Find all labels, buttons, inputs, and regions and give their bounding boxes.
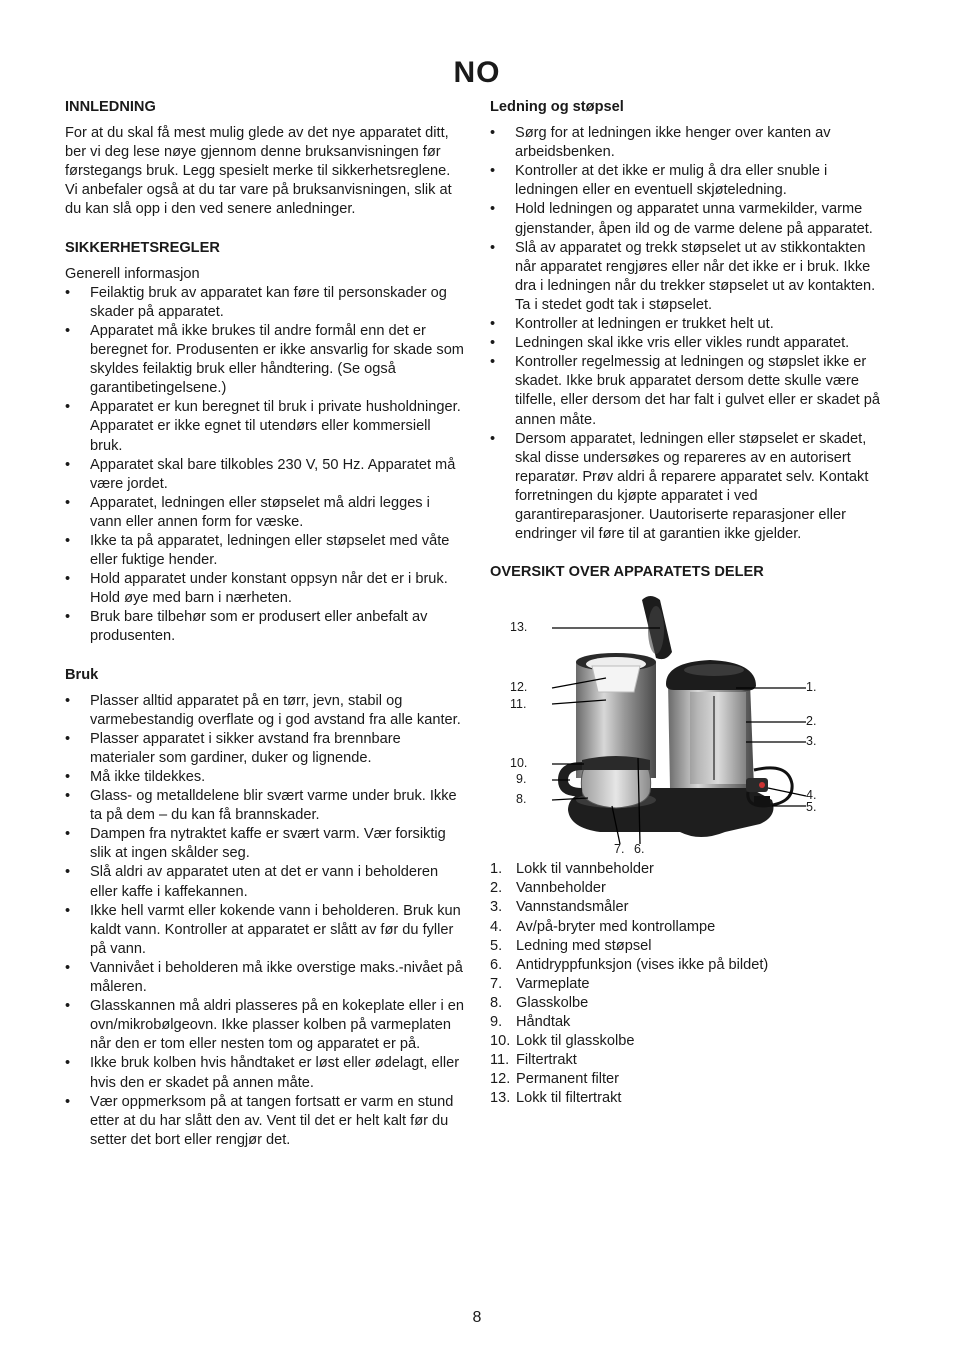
list-item: • Kontroller at det ikke er mulig å dra eller snuble i ledningen eller en eventuell skjøteledning. [490,162,888,200]
list-item: • Sørg for at ledningen ikke henger over kanten av arbeidsbenken. [490,124,888,162]
list-item: • Vannivået i beholderen må ikke overstige maks.-nivået på måleren. [65,959,465,997]
list-item: • Vær oppmerksom på at tangen fortsatt er varm en stund etter at du har slått den av. Vent til det er helt kalt før du setter det bort eller rengjør det. [65,1093,465,1150]
callout-label: 12. [510,680,528,695]
intro-section [65,98,465,220]
safety-list [65,284,465,647]
right-column [490,98,888,1108]
list-item: • Slå av apparatet og trekk støpselet ut av stikkontakten når apparatet rengjøres eller når det ikke er i bruk. Ikke dra i ledningen når du trekker støpselet ut av kontakten. Ta i stedet godt tak i støpselet. [490,239,888,315]
page-language-heading: NO [453,56,501,89]
parts-list-item: 12. Permanent filter [490,1071,620,1088]
callout-label: 7. [614,842,625,857]
safety-section [65,239,465,647]
parts-list-item: 10. Lokk til glasskolbe [490,1033,635,1050]
list-item: • Feilaktig bruk av apparatet kan føre til personskader og skader på apparatet. [65,284,465,322]
parts-list-item: 13. Lokk til filtertrakt [490,1090,622,1107]
list-item: • Hold ledningen og apparatet unna varmekilder, varme gjenstander, åpen ild og de varme delene på apparatet. [490,200,888,238]
list-item: • Hold apparatet under konstant oppsyn når det er i bruk. Hold øye med barn i nærheten. [65,570,465,608]
parts-list-item: 3. Vannstandsmåler [490,899,629,916]
cord-heading: Ledning og støpsel [490,99,624,115]
overview-heading: OVERSIKT OVER APPARATETS DELER [490,564,764,581]
list-item: • Apparatet skal bare tilkobles 230 V, 50 Hz. Apparatet må være jordet. [65,456,465,494]
coffee-maker-illustration [510,592,820,857]
list-item: • Kontroller regelmessig at ledningen og støpslet ikke er skadet. Ikke bruk apparatet dersom dette skulle være tilfelle, eller dersom det har falt i gulvet eller er skadet på annen måte. [490,353,888,429]
safety-heading: SIKKERHETSREGLER [65,239,220,256]
coffee-maker-diagram [510,592,820,857]
parts-list-item: 9. Håndtak [490,1014,571,1030]
list-item: • Plasser alltid apparatet på en tørr, jevn, stabil og varmebestandig overflate og i god avstand fra alle kanter. [65,692,465,730]
callout-label: 3. [806,734,817,749]
parts-list-item: 7. Varmeplate [490,975,590,992]
list-item: • Glasskannen må aldri plasseres på en kokeplate eller i en ovn/mikrobølgeovn. Ikke plasser kolben på varmeplaten når den er tom eller nesten tom og apparatet er på. [65,997,465,1054]
list-item: • Apparatet er kun beregnet til bruk i private husholdninger. Apparatet er ikke egnet til utendørs eller kommersiell bruk. [65,398,465,455]
use-heading: Bruk [65,666,99,683]
page-number: 8 [472,1309,482,1326]
callout-label: 8. [516,792,527,807]
use-section [65,666,465,1150]
callout-label: 10. [510,756,528,771]
parts-list-item: 4. Av/på-bryter med kontrollampe [490,918,716,935]
parts-list-item: 2. Vannbeholder [490,880,606,897]
list-item: • Bruk bare tilbehør som er produsert eller anbefalt av produsenten. [65,608,465,646]
list-item: • Dersom apparatet, ledningen eller støpselet er skadet, skal disse undersøkes og repareres av en autorisert reparatør. Prøv aldri å reparere apparatet selv. Kontakt forretningen du kjøpte apparatet i ved garantireparasjoner. Uautoriserte reparasjoner eller endringer vil føre til at garantien ikke gjelder. [490,430,888,545]
parts-list [490,860,888,1108]
overview-section [490,563,888,1108]
list-item: • Ikke hell varmt eller kokende vann i beholderen. Bruk kun kaldt vann. Kontroller at apparatet er slått av før du fyller på vann. [65,902,465,959]
list-item: • Ledningen skal ikke vris eller vikles rundt apparatet. [490,334,888,353]
cord-section [490,98,888,544]
list-item: • Må ikke tildekkes. [65,768,465,787]
intro-text: For at du skal få mest mulig glede av det nye apparatet ditt, ber vi deg lese nøye gjennom denne bruksanvisningen før førstegangs bruk. Legg spesielt merke til sikkerhetsreglene. Vi anbefaler også at du tar vare på bruksanvisningen, slik at du kan slå opp i den ved senere anledninger. [65,125,452,218]
cord-list [490,124,888,544]
list-item: • Glass- og metalldelene blir svært varme under bruk. Ikke ta på dem – du kan få brannskader. [65,787,465,825]
intro-heading: INNLEDNING [65,99,156,115]
callout-label: 4. [806,788,817,803]
callout-label: 5. [806,800,817,815]
list-item: • Apparatet må ikke brukes til andre formål enn det er beregnet for. Produsenten er ikke ansvarlig for skade som skyldes feilaktig bruk eller håndtering. (Se også garantibetingelsene.) [65,322,465,398]
callout-label: 11. [510,697,527,712]
parts-list-item: 11. Filtertrakt [490,1052,577,1069]
use-list [65,692,465,1150]
callout-label: 6. [634,842,645,857]
parts-list-item: 8. Glasskolbe [490,994,589,1011]
list-item: • Dampen fra nytraktet kaffe er svært varm. Vær forsiktig slik at ingen skålder seg. [65,825,465,863]
list-item: • Ikke bruk kolben hvis håndtaket er løst eller ødelagt, eller hvis den er skadet på annen måte. [65,1054,465,1092]
list-item: • Plasser apparatet i sikker avstand fra brennbare materialer som gardiner, duker og lignende. [65,730,465,768]
parts-list-item: 1. Lokk til vannbeholder [490,861,654,878]
parts-list-item: 5. Ledning med støpsel [490,937,652,954]
list-item: • Apparatet, ledningen eller støpselet må aldri legges i vann eller annen form for væske. [65,494,465,532]
left-column [65,98,465,1150]
safety-subheading: Generell informasjon [65,265,200,282]
list-item: • Ikke ta på apparatet, ledningen eller støpselet med våte eller fuktige hender. [65,532,465,570]
callout-label: 1. [806,680,817,695]
callout-label: 13. [510,620,528,635]
list-item: • Slå aldri av apparatet uten at det er vann i beholderen eller kaffe i kaffekannen. [65,863,465,901]
callout-label: 9. [516,772,527,787]
parts-list-item: 6. Antidryppfunksjon (vises ikke på bildet) [490,956,769,973]
callout-label: 2. [806,714,817,729]
list-item: • Kontroller at ledningen er trukket helt ut. [490,315,888,334]
